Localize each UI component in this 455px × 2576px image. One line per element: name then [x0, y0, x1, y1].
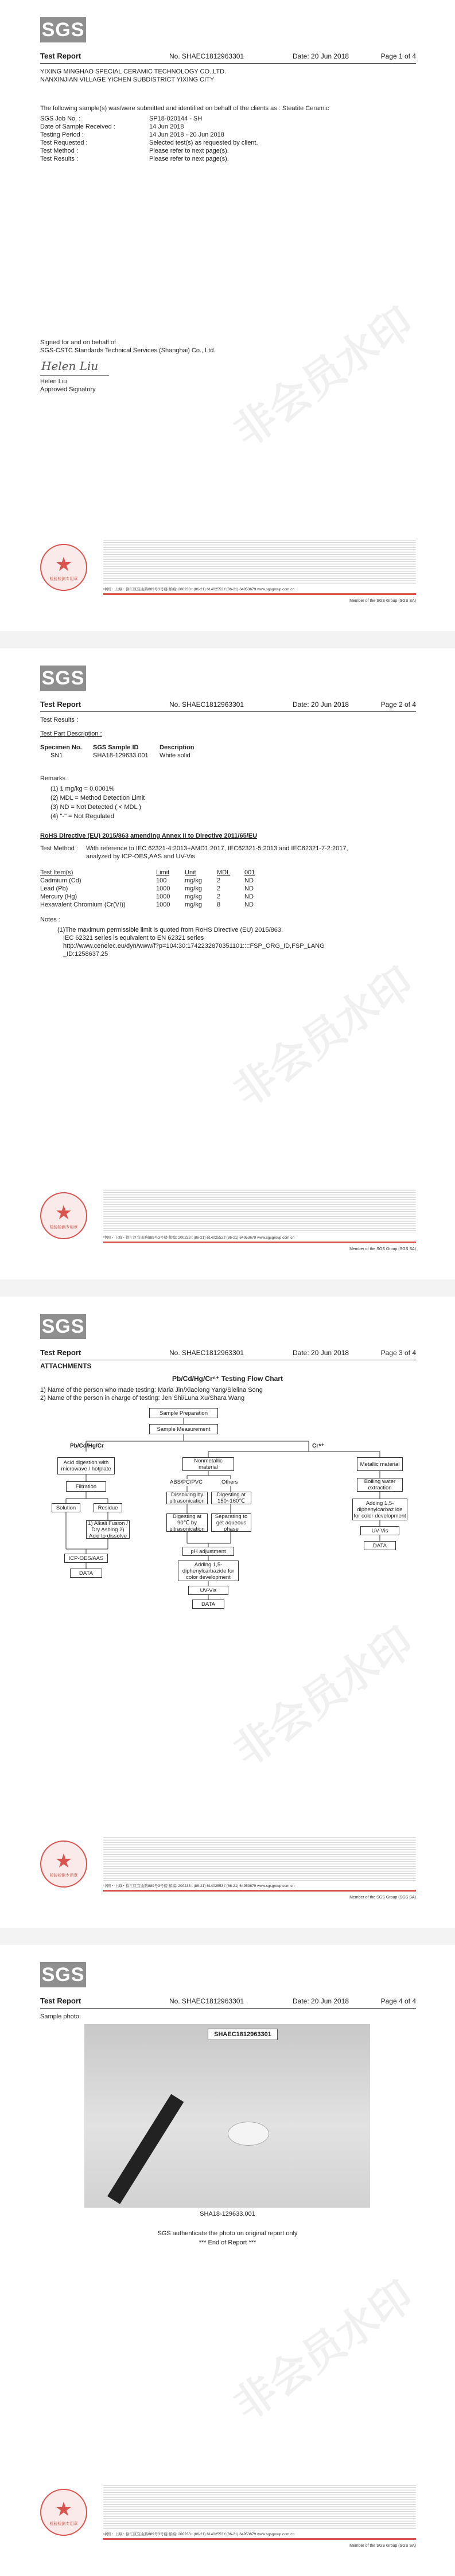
sgs-logo: SGS — [40, 666, 86, 691]
page-header — [40, 1995, 416, 2009]
table-cell: Mercury (Hg) — [40, 893, 77, 900]
branch-label-metals: Pb/Cd/Hg/Cr — [70, 1443, 104, 1449]
table-cell: Cadmium (Cd) — [40, 877, 81, 884]
seal-text: 检验检测专用章 — [49, 1225, 78, 1229]
note-line: _ID:1258637,25 — [63, 951, 108, 958]
specimen-table — [40, 744, 198, 760]
table-cell: 1000 — [156, 901, 170, 908]
inspection-seal — [40, 2489, 87, 2536]
report-title: Test Report — [40, 700, 81, 709]
signer-title: Approved Signatory — [40, 386, 96, 393]
flow-box-nonmetallic: Nonmetallic material — [182, 1457, 234, 1471]
attachments-title: ATTACHMENTS — [40, 1362, 92, 1370]
sgs-logo: SGS — [40, 17, 86, 42]
table-header-row — [40, 744, 198, 752]
signature-line — [40, 375, 109, 376]
flow-box-ph-adjustment: pH adjustment — [182, 1547, 234, 1556]
end-of-report: *** End of Report *** — [199, 2239, 256, 2246]
sample-object — [228, 2122, 269, 2146]
sample-intro: The following sample(s) was/were submitted and identified on behalf of the clients as : Steatite Ceramic — [40, 105, 329, 112]
flow-box-metallic: Metallic material — [357, 1457, 403, 1471]
flow-chart-title: Pb/Cd/Hg/Cr⁶⁺ Testing Flow Chart — [172, 1375, 283, 1383]
page-header — [40, 699, 416, 712]
signer-name: Helen Liu — [40, 378, 67, 385]
note-line: IEC 62321 series is equivalent to EN 62321 series — [63, 935, 204, 941]
measuring-ruler — [107, 2094, 184, 2204]
inspection-seal — [40, 1192, 87, 1239]
inspection-seal — [40, 544, 87, 591]
flow-box-digesting-150: Digesting at 150~160℃ — [211, 1492, 251, 1504]
report-date: Date: 20 Jun 2018 — [293, 701, 349, 709]
remark-item: (4) "-" = Not Regulated — [50, 813, 114, 820]
results-table — [40, 869, 258, 909]
seal-text: 检验检测专用章 — [49, 577, 78, 581]
footer-red-bar — [103, 593, 416, 595]
table-row — [40, 901, 258, 909]
flow-box-boiling-water: Boiling water extraction — [357, 1478, 403, 1492]
field-label-job: SGS Job No. : — [40, 115, 81, 122]
footer-member: Member of the SGS Group (SGS SA) — [349, 2544, 416, 2548]
remark-item: (2) MDL = Method Detection Limit — [50, 795, 145, 801]
label-abs-pc-pvc: ABS/PC/PVC — [170, 1479, 203, 1485]
footer-address: 中国・上海・徐汇区宜山路889号3号楼 邮编: 200233 t (86-21) 61402553 f (86-21) 64953679 www.sgsgroup.com.cn — [103, 1236, 295, 1240]
flow-box-adding-right: Adding 1,5-diphenylcarbaz ide for color development — [352, 1499, 407, 1520]
label-others: Others — [221, 1479, 238, 1485]
test-results-title: Test Results : — [40, 717, 79, 723]
flow-box-sample-preparation: Sample Preparation — [149, 1408, 218, 1418]
report-title: Test Report — [40, 1348, 81, 1357]
field-value-job: SP18-020144 - SH — [149, 115, 203, 122]
flow-box-sample-measurement: Sample Measurement — [149, 1424, 218, 1434]
report-page-4 — [0, 1945, 455, 2576]
table-cell: 1000 — [156, 893, 170, 900]
table-cell: ND — [244, 885, 254, 892]
photo-caption: SHA18-129633.001 — [200, 2211, 255, 2217]
field-label-requested: Test Requested : — [40, 139, 88, 146]
table-cell: SN1 — [50, 752, 63, 759]
header-cell: Test Item(s) — [40, 869, 73, 876]
flow-box-residue: Residue — [94, 1503, 122, 1512]
legal-fine-print — [103, 1836, 416, 1881]
field-value-results: Please refer to next page(s). — [149, 155, 229, 162]
report-page-2 — [0, 648, 455, 1279]
page-header — [40, 50, 416, 64]
table-header-row — [40, 869, 258, 877]
table-cell: mg/kg — [185, 877, 202, 884]
table-cell: mg/kg — [185, 893, 202, 900]
footer-address: 中国・上海・徐汇区宜山路889号3号楼 邮编: 200233 t (86-21) 61402553 f (86-21) 64953679 www.sgsgroup.com.cn — [103, 2532, 295, 2536]
table-cell: White solid — [160, 752, 190, 759]
table-cell: 100 — [156, 877, 167, 884]
page-number: Page 1 of 4 — [380, 52, 416, 60]
table-cell: ND — [244, 893, 254, 900]
signed-for: Signed for and on behalf of — [40, 339, 116, 346]
table-cell: 2 — [217, 877, 221, 884]
flow-box-dissolving: Dissolving by ultrasonication — [166, 1492, 208, 1504]
flow-box-data-left: DATA — [70, 1569, 102, 1578]
page-gap — [0, 1928, 455, 1945]
note-line: (1)The maximum permissible limit is quoted from RoHS Directive (EU) 2015/863. — [57, 927, 283, 933]
table-cell: 2 — [217, 893, 221, 900]
field-label-method: Test Method : — [40, 147, 79, 154]
report-number: No. SHAEC1812963301 — [169, 52, 244, 60]
footer-red-bar — [103, 1890, 416, 1892]
page-number: Page 3 of 4 — [380, 1349, 416, 1357]
flow-box-separating: Separating to get aqueous phase — [211, 1513, 251, 1532]
header-cell: Limit — [156, 869, 170, 876]
report-page-3 — [0, 1297, 455, 1928]
page-gap — [0, 1279, 455, 1297]
flow-box-data-right: DATA — [364, 1541, 396, 1550]
table-row — [40, 752, 198, 760]
report-title: Test Report — [40, 1997, 81, 2005]
flow-box-adding-mid: Adding 1,5-diphenylcarbazide for color development — [178, 1561, 239, 1581]
legal-fine-print — [103, 1188, 416, 1232]
table-row — [40, 877, 258, 885]
header-cell: MDL — [217, 869, 231, 876]
flow-box-uvvis-mid: UV-Vis — [188, 1586, 228, 1595]
legal-fine-print — [103, 539, 416, 584]
flow-box-icp: ICP-OES/AAS — [64, 1554, 108, 1563]
page-gap — [0, 631, 455, 648]
legal-fine-print — [103, 2484, 416, 2529]
report-title: Test Report — [40, 52, 81, 60]
flow-box-filtration: Filtration — [66, 1481, 106, 1492]
header-cell: Description — [160, 744, 195, 751]
watermark: 非会员水印 — [225, 299, 422, 456]
rohs-section-title: RoHS Directive (EU) 2015/863 amending Annex II to Directive 2011/65/EU — [40, 832, 258, 839]
field-label-results: Test Results : — [40, 155, 79, 162]
page-footer — [40, 1188, 416, 1256]
table-cell: 1000 — [156, 885, 170, 892]
report-number: No. SHAEC1812963301 — [169, 1997, 244, 2005]
sgs-logo: SGS — [40, 1314, 86, 1339]
remark-item: (3) ND = Not Detected ( < MDL ) — [50, 804, 141, 811]
table-cell: SHA18-129633.001 — [93, 752, 149, 759]
client-company: YIXING MINGHAO SPECIAL CERAMIC TECHNOLOGY CO.,LTD. — [40, 68, 227, 75]
report-page-1 — [0, 0, 455, 631]
table-cell: 2 — [217, 885, 221, 892]
page-footer — [40, 539, 416, 608]
field-value-method: Please refer to next page(s). — [149, 147, 229, 154]
client-address: NANXINJIAN VILLAGE YICHEN SUBDISTRICT YIXING CITY — [40, 76, 215, 83]
flow-box-solution: Solution — [52, 1503, 80, 1512]
star-icon: ★ — [55, 1202, 73, 1224]
table-row — [40, 893, 258, 901]
photo-authentication: SGS authenticate the photo on original report only — [157, 2230, 298, 2237]
part-description-title: Test Part Description : — [40, 730, 102, 737]
remark-item: (1) 1 mg/kg = 0.0001% — [50, 785, 115, 792]
header-cell: Unit — [185, 869, 196, 876]
remarks-title: Remarks : — [40, 775, 69, 782]
note-line: http://www.cenelec.eu/dyn/www/f?p=104:30:1742232870351101::::FSP_ORG_ID,FSP_LANG — [63, 943, 325, 950]
star-icon: ★ — [55, 554, 73, 575]
table-cell: 8 — [217, 901, 221, 908]
sample-photo — [84, 2024, 370, 2208]
star-icon: ★ — [55, 1850, 73, 1872]
header-cell: Specimen No. — [40, 744, 82, 751]
star-icon: ★ — [55, 2499, 73, 2520]
signature: Helen Liu — [41, 359, 99, 373]
report-date: Date: 20 Jun 2018 — [293, 1349, 349, 1357]
page-footer — [40, 1836, 416, 1905]
report-date: Date: 20 Jun 2018 — [293, 1997, 349, 2005]
test-method-line: analyzed by ICP-OES,AAS and UV-Vis. — [86, 853, 197, 860]
flow-box-acid-digestion: Acid digestion with microwave / hotplate — [57, 1457, 115, 1474]
footer-member: Member of the SGS Group (SGS SA) — [349, 599, 416, 603]
footer-address: 中国・上海・徐汇区宜山路889号3号楼 邮编: 200233 t (86-21) 61402553 f (86-21) 64953679 www.sgsgroup.com.cn — [103, 1884, 295, 1888]
flow-box-alkali-fusion: 1) Alkali Fusion / Dry Ashing 2) Acid to dissolve — [86, 1520, 130, 1539]
footer-member: Member of the SGS Group (SGS SA) — [349, 1247, 416, 1251]
report-number: No. SHAEC1812963301 — [169, 1349, 244, 1357]
table-row — [40, 885, 258, 893]
table-cell: ND — [244, 877, 254, 884]
table-cell: mg/kg — [185, 885, 202, 892]
tester-line: 1) Name of the person who made testing: Maria Jin/Xiaolong Yang/Sielina Song — [40, 1387, 263, 1394]
branch-label-cr6: Cr⁶⁺ — [312, 1443, 324, 1449]
table-cell: ND — [244, 901, 254, 908]
table-cell: Hexavalent Chromium (Cr(VI)) — [40, 901, 126, 908]
watermark: 非会员水印 — [225, 959, 422, 1115]
report-date: Date: 20 Jun 2018 — [293, 52, 349, 60]
inspection-seal — [40, 1840, 87, 1888]
photo-report-label: SHAEC1812963301 — [208, 2029, 278, 2040]
test-method-line: With reference to IEC 62321-4:2013+AMD1:2017, IEC62321-5:2013 and IEC62321-7-2:2017, — [86, 845, 348, 852]
page-number: Page 2 of 4 — [380, 701, 416, 709]
report-number: No. SHAEC1812963301 — [169, 701, 244, 709]
header-cell: 001 — [244, 869, 255, 876]
signed-org: SGS-CSTC Standards Technical Services (Shanghai) Co., Ltd. — [40, 347, 216, 354]
watermark: 非会员水印 — [225, 1618, 422, 1775]
test-method-label: Test Method : — [40, 845, 79, 852]
page-footer — [40, 2484, 416, 2553]
footer-red-bar — [103, 1242, 416, 1243]
flow-box-digesting-90: Digesting at 90℃ by ultrasonication — [166, 1513, 208, 1532]
field-label-period: Testing Period : — [40, 131, 84, 138]
seal-text: 检验检测专用章 — [49, 1874, 78, 1878]
notes-title: Notes : — [40, 916, 60, 923]
field-value-period: 14 Jun 2018 - 20 Jun 2018 — [149, 131, 224, 138]
tester-line: 2) Name of the person in charge of testing: Jen Shi/Luna Xu/Shara Wang — [40, 1395, 245, 1402]
header-cell: SGS Sample ID — [93, 744, 139, 751]
flow-box-uvvis-right: UV-Vis — [360, 1526, 399, 1535]
watermark: 非会员水印 — [225, 2273, 422, 2429]
page-number: Page 4 of 4 — [380, 1997, 416, 2005]
footer-red-bar — [103, 2538, 416, 2540]
footer-address: 中国・上海・徐汇区宜山路889号3号楼 邮编: 200233 t (86-21) 61402553 f (86-21) 64953679 www.sgsgroup.com.cn — [103, 587, 295, 592]
seal-text: 检验检测专用章 — [49, 2522, 78, 2526]
sgs-logo: SGS — [40, 1962, 86, 1987]
field-label-received: Date of Sample Received : — [40, 123, 115, 130]
field-value-received: 14 Jun 2018 — [149, 123, 184, 130]
sample-photo-title: Sample photo: — [40, 2013, 81, 2020]
table-cell: Lead (Pb) — [40, 885, 68, 892]
field-value-requested: Selected test(s) as requested by client. — [149, 139, 258, 146]
table-cell: mg/kg — [185, 901, 202, 908]
footer-member: Member of the SGS Group (SGS SA) — [349, 1896, 416, 1900]
flow-box-data-mid: DATA — [192, 1600, 224, 1609]
